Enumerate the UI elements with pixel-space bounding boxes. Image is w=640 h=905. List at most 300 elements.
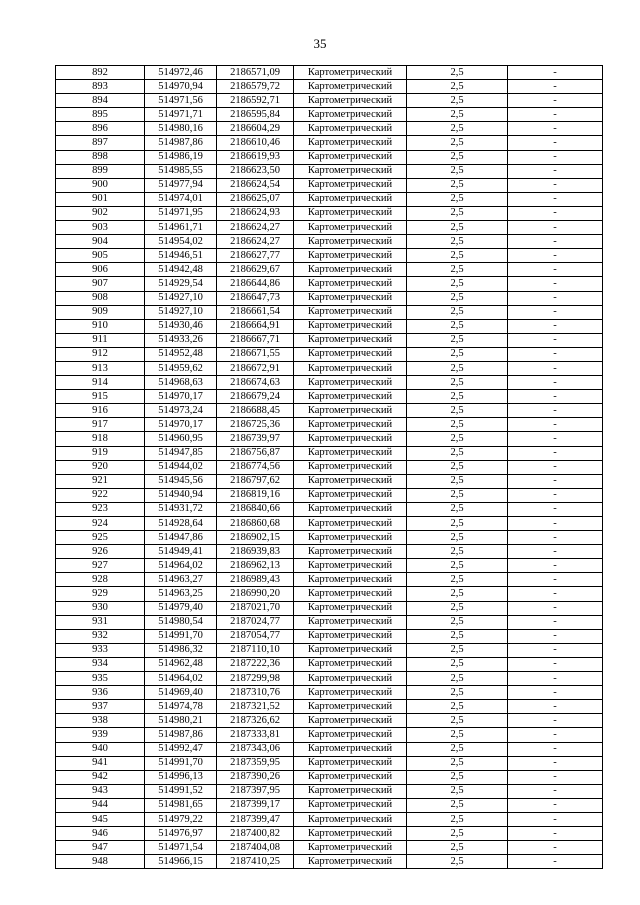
accuracy-cell: 2,5: [407, 319, 508, 333]
description-cell: -: [508, 333, 603, 347]
method-cell: Картометрический: [294, 700, 407, 714]
description-cell: -: [508, 361, 603, 375]
y-coordinate-cell: 2187397,95: [217, 784, 294, 798]
table-row: [56, 657, 603, 671]
accuracy-cell: 2,5: [407, 277, 508, 291]
point-number-cell: 906: [56, 263, 145, 277]
accuracy-cell: 2,5: [407, 686, 508, 700]
accuracy-cell: 2,5: [407, 474, 508, 488]
x-coordinate-cell: 514945,56: [145, 474, 217, 488]
table-row: [56, 432, 603, 446]
x-coordinate-cell: 514959,62: [145, 361, 217, 375]
point-number-cell: 905: [56, 249, 145, 263]
x-coordinate-cell: 514979,22: [145, 812, 217, 826]
y-coordinate-cell: 2186624,93: [217, 206, 294, 220]
point-number-cell: 938: [56, 714, 145, 728]
table-row: [56, 770, 603, 784]
y-coordinate-cell: 2186625,07: [217, 192, 294, 206]
description-cell: -: [508, 742, 603, 756]
y-coordinate-cell: 2186664,91: [217, 319, 294, 333]
method-cell: Картометрический: [294, 305, 407, 319]
method-cell: Картометрический: [294, 770, 407, 784]
x-coordinate-cell: 514971,54: [145, 841, 217, 855]
x-coordinate-cell: 514987,86: [145, 728, 217, 742]
accuracy-cell: 2,5: [407, 531, 508, 545]
x-coordinate-cell: 514985,55: [145, 164, 217, 178]
accuracy-cell: 2,5: [407, 855, 508, 869]
x-coordinate-cell: 514961,71: [145, 221, 217, 235]
point-number-cell: 929: [56, 587, 145, 601]
table-row: [56, 192, 603, 206]
point-number-cell: 928: [56, 573, 145, 587]
point-number-cell: 916: [56, 404, 145, 418]
method-cell: Картометрический: [294, 827, 407, 841]
x-coordinate-cell: 514947,86: [145, 531, 217, 545]
description-cell: -: [508, 150, 603, 164]
method-cell: Картометрический: [294, 291, 407, 305]
table-row: [56, 277, 603, 291]
point-number-cell: 892: [56, 66, 145, 80]
description-cell: -: [508, 94, 603, 108]
x-coordinate-cell: 514971,56: [145, 94, 217, 108]
table-row: [56, 122, 603, 136]
point-number-cell: 937: [56, 700, 145, 714]
method-cell: Картометрический: [294, 80, 407, 94]
description-cell: -: [508, 66, 603, 80]
x-coordinate-cell: 514960,95: [145, 432, 217, 446]
table-row: [56, 629, 603, 643]
x-coordinate-cell: 514969,40: [145, 686, 217, 700]
accuracy-cell: 2,5: [407, 460, 508, 474]
method-cell: Картометрический: [294, 517, 407, 531]
point-number-cell: 909: [56, 305, 145, 319]
x-coordinate-cell: 514964,02: [145, 672, 217, 686]
y-coordinate-cell: 2187326,62: [217, 714, 294, 728]
accuracy-cell: 2,5: [407, 812, 508, 826]
description-cell: -: [508, 855, 603, 869]
method-cell: Картометрический: [294, 784, 407, 798]
point-number-cell: 948: [56, 855, 145, 869]
table-row: [56, 474, 603, 488]
description-cell: -: [508, 178, 603, 192]
table-row: [56, 559, 603, 573]
description-cell: -: [508, 756, 603, 770]
description-cell: -: [508, 164, 603, 178]
point-number-cell: 908: [56, 291, 145, 305]
description-cell: -: [508, 80, 603, 94]
x-coordinate-cell: 514928,64: [145, 517, 217, 531]
table-row: [56, 150, 603, 164]
description-cell: -: [508, 545, 603, 559]
method-cell: Картометрический: [294, 376, 407, 390]
method-cell: Картометрический: [294, 756, 407, 770]
table-row: [56, 531, 603, 545]
point-number-cell: 920: [56, 460, 145, 474]
accuracy-cell: 2,5: [407, 376, 508, 390]
point-number-cell: 900: [56, 178, 145, 192]
description-cell: -: [508, 108, 603, 122]
table-row: [56, 390, 603, 404]
point-number-cell: 904: [56, 235, 145, 249]
description-cell: -: [508, 474, 603, 488]
y-coordinate-cell: 2186624,54: [217, 178, 294, 192]
table-row: [56, 545, 603, 559]
table-row: [56, 333, 603, 347]
x-coordinate-cell: 514974,01: [145, 192, 217, 206]
table-row: [56, 502, 603, 516]
table-row: [56, 206, 603, 220]
description-cell: -: [508, 812, 603, 826]
accuracy-cell: 2,5: [407, 728, 508, 742]
y-coordinate-cell: 2186595,84: [217, 108, 294, 122]
y-coordinate-cell: 2186679,24: [217, 390, 294, 404]
table-row: [56, 235, 603, 249]
y-coordinate-cell: 2187310,76: [217, 686, 294, 700]
accuracy-cell: 2,5: [407, 333, 508, 347]
table-row: [56, 108, 603, 122]
description-cell: -: [508, 728, 603, 742]
method-cell: Картометрический: [294, 221, 407, 235]
x-coordinate-cell: 514977,94: [145, 178, 217, 192]
x-coordinate-cell: 514970,17: [145, 418, 217, 432]
x-coordinate-cell: 514963,25: [145, 587, 217, 601]
accuracy-cell: 2,5: [407, 164, 508, 178]
accuracy-cell: 2,5: [407, 798, 508, 812]
accuracy-cell: 2,5: [407, 700, 508, 714]
x-coordinate-cell: 514986,32: [145, 643, 217, 657]
y-coordinate-cell: 2187400,82: [217, 827, 294, 841]
description-cell: -: [508, 221, 603, 235]
accuracy-cell: 2,5: [407, 390, 508, 404]
accuracy-cell: 2,5: [407, 418, 508, 432]
x-coordinate-cell: 514933,26: [145, 333, 217, 347]
point-number-cell: 914: [56, 376, 145, 390]
table-row: [56, 798, 603, 812]
table-row: [56, 855, 603, 869]
accuracy-cell: 2,5: [407, 221, 508, 235]
y-coordinate-cell: 2186756,87: [217, 446, 294, 460]
x-coordinate-cell: 514929,54: [145, 277, 217, 291]
method-cell: Картометрический: [294, 94, 407, 108]
y-coordinate-cell: 2186604,29: [217, 122, 294, 136]
description-cell: -: [508, 686, 603, 700]
point-number-cell: 894: [56, 94, 145, 108]
accuracy-cell: 2,5: [407, 150, 508, 164]
point-number-cell: 913: [56, 361, 145, 375]
coordinates-table-body: [56, 66, 603, 869]
description-cell: -: [508, 319, 603, 333]
table-row: [56, 573, 603, 587]
y-coordinate-cell: 2186647,73: [217, 291, 294, 305]
x-coordinate-cell: 514927,10: [145, 305, 217, 319]
method-cell: Картометрический: [294, 686, 407, 700]
y-coordinate-cell: 2186610,46: [217, 136, 294, 150]
table-row: [56, 601, 603, 615]
description-cell: -: [508, 827, 603, 841]
accuracy-cell: 2,5: [407, 80, 508, 94]
method-cell: Картометрический: [294, 643, 407, 657]
accuracy-cell: 2,5: [407, 305, 508, 319]
y-coordinate-cell: 2186774,56: [217, 460, 294, 474]
accuracy-cell: 2,5: [407, 714, 508, 728]
method-cell: Картометрический: [294, 601, 407, 615]
point-number-cell: 911: [56, 333, 145, 347]
x-coordinate-cell: 514963,27: [145, 573, 217, 587]
x-coordinate-cell: 514980,54: [145, 615, 217, 629]
point-number-cell: 930: [56, 601, 145, 615]
x-coordinate-cell: 514946,51: [145, 249, 217, 263]
description-cell: -: [508, 418, 603, 432]
method-cell: Картометрический: [294, 742, 407, 756]
table-row: [56, 94, 603, 108]
description-cell: -: [508, 446, 603, 460]
accuracy-cell: 2,5: [407, 756, 508, 770]
point-number-cell: 940: [56, 742, 145, 756]
description-cell: -: [508, 136, 603, 150]
table-row: [56, 376, 603, 390]
table-row: [56, 347, 603, 361]
point-number-cell: 915: [56, 390, 145, 404]
description-cell: -: [508, 488, 603, 502]
x-coordinate-cell: 514930,46: [145, 319, 217, 333]
accuracy-cell: 2,5: [407, 629, 508, 643]
y-coordinate-cell: 2187404,08: [217, 841, 294, 855]
accuracy-cell: 2,5: [407, 136, 508, 150]
point-number-cell: 943: [56, 784, 145, 798]
table-row: [56, 615, 603, 629]
point-number-cell: 947: [56, 841, 145, 855]
table-row: [56, 221, 603, 235]
description-cell: -: [508, 672, 603, 686]
y-coordinate-cell: 2186860,68: [217, 517, 294, 531]
method-cell: Картометрический: [294, 474, 407, 488]
description-cell: -: [508, 841, 603, 855]
table-row: [56, 164, 603, 178]
point-number-cell: 919: [56, 446, 145, 460]
y-coordinate-cell: 2186667,71: [217, 333, 294, 347]
y-coordinate-cell: 2187021,70: [217, 601, 294, 615]
point-number-cell: 899: [56, 164, 145, 178]
accuracy-cell: 2,5: [407, 517, 508, 531]
method-cell: Картометрический: [294, 798, 407, 812]
point-number-cell: 896: [56, 122, 145, 136]
y-coordinate-cell: 2187390,26: [217, 770, 294, 784]
y-coordinate-cell: 2186739,97: [217, 432, 294, 446]
table-row: [56, 446, 603, 460]
x-coordinate-cell: 514974,78: [145, 700, 217, 714]
y-coordinate-cell: 2186819,16: [217, 488, 294, 502]
x-coordinate-cell: 514970,94: [145, 80, 217, 94]
accuracy-cell: 2,5: [407, 122, 508, 136]
method-cell: Картометрический: [294, 559, 407, 573]
method-cell: Картометрический: [294, 573, 407, 587]
y-coordinate-cell: 2187333,81: [217, 728, 294, 742]
table-row: [56, 178, 603, 192]
method-cell: Картометрический: [294, 277, 407, 291]
x-coordinate-cell: 514940,94: [145, 488, 217, 502]
y-coordinate-cell: 2187410,25: [217, 855, 294, 869]
method-cell: Картометрический: [294, 206, 407, 220]
x-coordinate-cell: 514991,70: [145, 629, 217, 643]
accuracy-cell: 2,5: [407, 291, 508, 305]
description-cell: -: [508, 305, 603, 319]
table-row: [56, 742, 603, 756]
method-cell: Картометрический: [294, 841, 407, 855]
description-cell: -: [508, 460, 603, 474]
accuracy-cell: 2,5: [407, 404, 508, 418]
accuracy-cell: 2,5: [407, 559, 508, 573]
accuracy-cell: 2,5: [407, 361, 508, 375]
description-cell: -: [508, 235, 603, 249]
accuracy-cell: 2,5: [407, 545, 508, 559]
y-coordinate-cell: 2186661,54: [217, 305, 294, 319]
accuracy-cell: 2,5: [407, 347, 508, 361]
y-coordinate-cell: 2186797,62: [217, 474, 294, 488]
x-coordinate-cell: 514991,52: [145, 784, 217, 798]
x-coordinate-cell: 514964,02: [145, 559, 217, 573]
point-number-cell: 935: [56, 672, 145, 686]
point-number-cell: 927: [56, 559, 145, 573]
method-cell: Картометрический: [294, 347, 407, 361]
x-coordinate-cell: 514980,16: [145, 122, 217, 136]
method-cell: Картометрический: [294, 714, 407, 728]
x-coordinate-cell: 514976,97: [145, 827, 217, 841]
table-row: [56, 784, 603, 798]
point-number-cell: 897: [56, 136, 145, 150]
method-cell: Картометрический: [294, 390, 407, 404]
x-coordinate-cell: 514973,24: [145, 404, 217, 418]
y-coordinate-cell: 2186840,66: [217, 502, 294, 516]
table-row: [56, 517, 603, 531]
y-coordinate-cell: 2186990,20: [217, 587, 294, 601]
description-cell: -: [508, 404, 603, 418]
y-coordinate-cell: 2186579,72: [217, 80, 294, 94]
method-cell: Картометрический: [294, 235, 407, 249]
x-coordinate-cell: 514931,72: [145, 502, 217, 516]
x-coordinate-cell: 514986,19: [145, 150, 217, 164]
accuracy-cell: 2,5: [407, 601, 508, 615]
x-coordinate-cell: 514971,71: [145, 108, 217, 122]
method-cell: Картометрический: [294, 404, 407, 418]
accuracy-cell: 2,5: [407, 502, 508, 516]
table-row: [56, 249, 603, 263]
point-number-cell: 924: [56, 517, 145, 531]
point-number-cell: 946: [56, 827, 145, 841]
table-row: [56, 291, 603, 305]
table-row: [56, 319, 603, 333]
accuracy-cell: 2,5: [407, 841, 508, 855]
description-cell: -: [508, 601, 603, 615]
y-coordinate-cell: 2186671,55: [217, 347, 294, 361]
x-coordinate-cell: 514952,48: [145, 347, 217, 361]
y-coordinate-cell: 2186674,63: [217, 376, 294, 390]
x-coordinate-cell: 514992,47: [145, 742, 217, 756]
table-row: [56, 136, 603, 150]
method-cell: Картометрический: [294, 164, 407, 178]
description-cell: -: [508, 502, 603, 516]
y-coordinate-cell: 2187399,17: [217, 798, 294, 812]
y-coordinate-cell: 2187110,10: [217, 643, 294, 657]
point-number-cell: 933: [56, 643, 145, 657]
accuracy-cell: 2,5: [407, 178, 508, 192]
method-cell: Картометрический: [294, 615, 407, 629]
description-cell: -: [508, 784, 603, 798]
point-number-cell: 941: [56, 756, 145, 770]
description-cell: -: [508, 629, 603, 643]
method-cell: Картометрический: [294, 460, 407, 474]
accuracy-cell: 2,5: [407, 249, 508, 263]
method-cell: Картометрический: [294, 66, 407, 80]
accuracy-cell: 2,5: [407, 573, 508, 587]
point-number-cell: 901: [56, 192, 145, 206]
table-row: [56, 841, 603, 855]
x-coordinate-cell: 514991,70: [145, 756, 217, 770]
y-coordinate-cell: 2186644,86: [217, 277, 294, 291]
y-coordinate-cell: 2186939,83: [217, 545, 294, 559]
point-number-cell: 907: [56, 277, 145, 291]
description-cell: -: [508, 390, 603, 404]
y-coordinate-cell: 2187024,77: [217, 615, 294, 629]
description-cell: -: [508, 206, 603, 220]
description-cell: -: [508, 517, 603, 531]
accuracy-cell: 2,5: [407, 66, 508, 80]
method-cell: Картометрический: [294, 108, 407, 122]
y-coordinate-cell: 2186623,50: [217, 164, 294, 178]
description-cell: -: [508, 657, 603, 671]
point-number-cell: 893: [56, 80, 145, 94]
x-coordinate-cell: 514949,41: [145, 545, 217, 559]
y-coordinate-cell: 2186592,71: [217, 94, 294, 108]
description-cell: -: [508, 559, 603, 573]
method-cell: Картометрический: [294, 531, 407, 545]
accuracy-cell: 2,5: [407, 206, 508, 220]
method-cell: Картометрический: [294, 178, 407, 192]
point-number-cell: 939: [56, 728, 145, 742]
accuracy-cell: 2,5: [407, 742, 508, 756]
point-number-cell: 931: [56, 615, 145, 629]
method-cell: Картометрический: [294, 319, 407, 333]
table-row: [56, 361, 603, 375]
table-row: [56, 404, 603, 418]
table-row: [56, 827, 603, 841]
accuracy-cell: 2,5: [407, 615, 508, 629]
description-cell: -: [508, 714, 603, 728]
point-number-cell: 923: [56, 502, 145, 516]
table-row: [56, 460, 603, 474]
y-coordinate-cell: 2187359,95: [217, 756, 294, 770]
point-number-cell: 942: [56, 770, 145, 784]
point-number-cell: 902: [56, 206, 145, 220]
method-cell: Картометрический: [294, 446, 407, 460]
y-coordinate-cell: 2187054,77: [217, 629, 294, 643]
method-cell: Картометрический: [294, 249, 407, 263]
description-cell: -: [508, 122, 603, 136]
description-cell: -: [508, 432, 603, 446]
x-coordinate-cell: 514944,02: [145, 460, 217, 474]
x-coordinate-cell: 514979,40: [145, 601, 217, 615]
y-coordinate-cell: 2186624,27: [217, 235, 294, 249]
y-coordinate-cell: 2186725,36: [217, 418, 294, 432]
point-number-cell: 925: [56, 531, 145, 545]
y-coordinate-cell: 2187343,06: [217, 742, 294, 756]
point-number-cell: 932: [56, 629, 145, 643]
method-cell: Картометрический: [294, 728, 407, 742]
method-cell: Картометрический: [294, 432, 407, 446]
y-coordinate-cell: 2186672,91: [217, 361, 294, 375]
x-coordinate-cell: 514954,02: [145, 235, 217, 249]
point-number-cell: 944: [56, 798, 145, 812]
method-cell: Картометрический: [294, 361, 407, 375]
